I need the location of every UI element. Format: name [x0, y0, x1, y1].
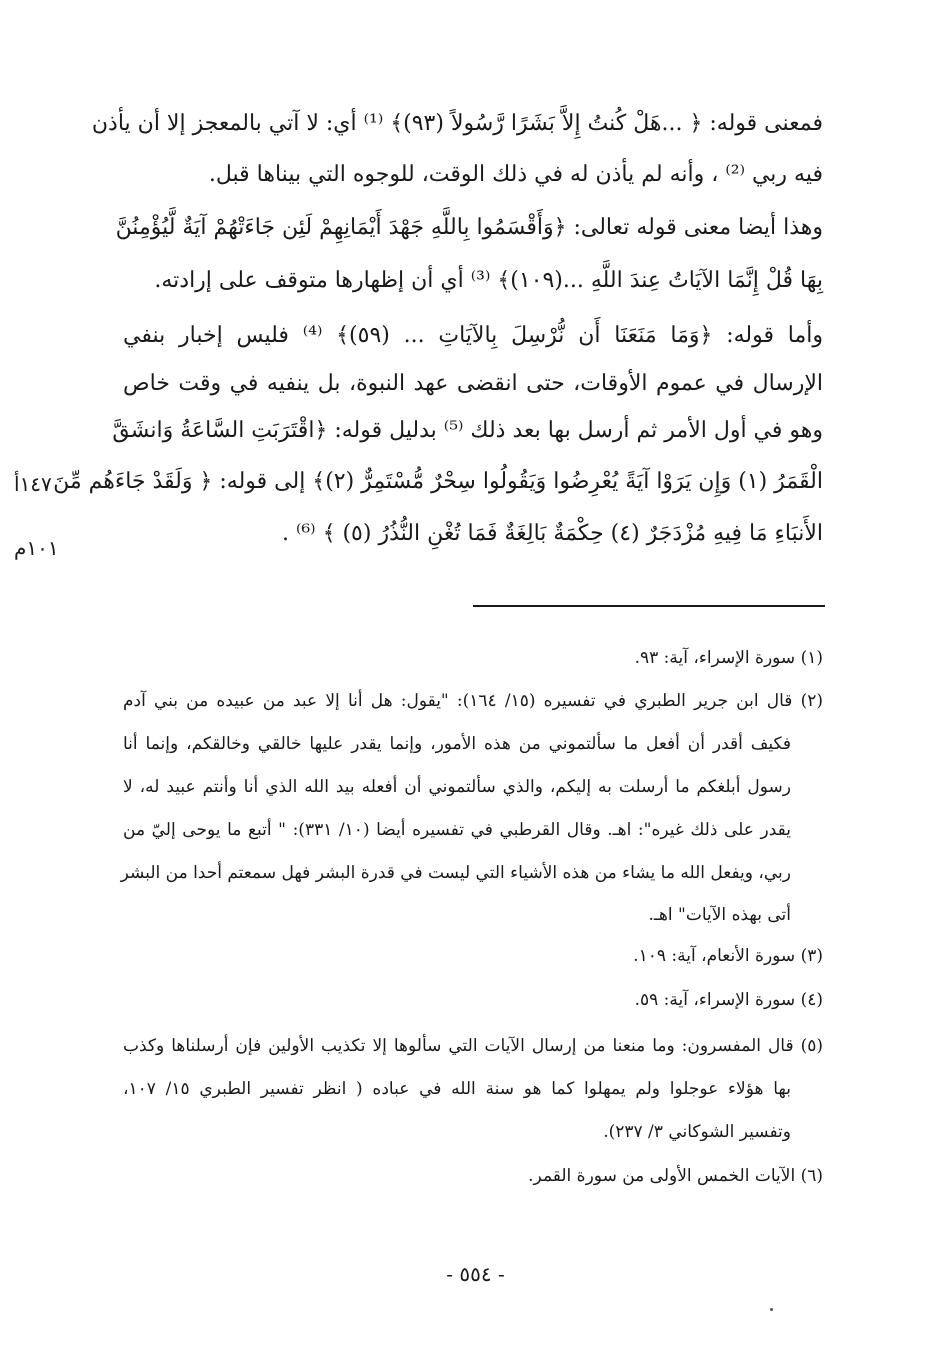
body-line-6: الإرسال في عموم الأوقات، حتى انقضى عهد النبوة، بل ينفيه في وقت خاص	[123, 371, 823, 396]
footnote-2-line-6: أتى بهذه الآيات" اهـ.	[648, 905, 791, 925]
body-line-2: فيه ربي ⁽²⁾ ، وأنه لم يأذن له في ذلك الوقت، للوجوه التي بيناها قبل.	[208, 162, 823, 187]
footnote-4: (٤) سورة الإسراء، آية: ٥٩.	[634, 990, 823, 1010]
page-number: - ٥٥٤ -	[446, 1262, 505, 1286]
footnote-2-line-3: رسول أبلغكم ما أرسلت به إليكم، والذي سألتموني أن أفعله بيد الله الذي أنا وأنتم عبيد له، لا	[123, 777, 791, 797]
footnote-1: (١) سورة الإسراء، آية: ٩٣.	[634, 648, 823, 668]
footnote-2-line-5: ربي، ويفعل الله ما يشاء من هذه الأشياء التي ليست في قدرة البشر فهل سمعتم أحدا من البشر	[120, 863, 791, 883]
body-line-3: وهذا أيضا معنى قوله تعالى: ﴿وَأَقْسَمُوا بِاللَّهِ جَهْدَ أَيْمَانِهِمْ لَئِن جَاءَتْهُمْ آيَةٌ لَّيُؤْمِنُنَّ	[115, 215, 823, 240]
footnote-2-line-1: (٢) قال ابن جرير الطبري في تفسيره (١٥/ ١٦٤): "يقول: هل أنا إلا عبد من عبيده من بني آدم	[123, 691, 823, 711]
footnote-6: (٦) الآيات الخمس الأولى من سورة القمر.	[528, 1166, 823, 1186]
footnote-3: (٣) سورة الأنعام، آية: ١٠٩.	[633, 946, 823, 966]
footnote-5-line-2: بها هؤلاء عوجلوا ولم يمهلوا كما هو سنة الله في عباده ( انظر تفسير الطبري ١٥/ ١٠٧،	[123, 1079, 791, 1099]
margin-note-folio-a: ١٤٧أ	[14, 472, 52, 496]
body-line-9: الأَنبَاءِ مَا فِيهِ مُزْدَجَرٌ (٤) حِكْمَةٌ بَالِغَةٌ فَمَا تُغْنِ النُّذُرُ (٥) ﴾ ⁽⁶⁾ .	[281, 521, 823, 546]
body-line-7: وهو في أول الأمر ثم أرسل بها بعد ذلك ⁽⁵⁾ بدليل قوله: ﴿اقْتَرَبَتِ السَّاعَةُ وَانشَقَّ	[112, 418, 823, 443]
body-line-5: وأما قوله: ﴿وَمَا مَنَعَنَا أَن نُّرْسِلَ بِالآيَاتِ ... (٥٩)﴾ ⁽⁴⁾ فليس إخبار بنفي	[123, 323, 823, 348]
footnote-2-line-2: فكيف أقدر أن أفعل ما سألتموني من هذه الأمور، وإنما يقدر عليها خالقي وخالقكم، وإنما أنا	[123, 734, 791, 754]
footnote-5-line-1: (٥) قال المفسرون: وما منعنا من إرسال الآيات التي سألوها إلا تكذيب الأولين فإن أرسلناها وكذب	[123, 1036, 823, 1056]
body-line-1: فمعنى قوله: ﴿ ...هَلْ كُنتُ إِلاَّ بَشَرًا رَّسُولاً (٩٣)﴾ ⁽¹⁾ أي: لا آتي بالمعجز إلا أن يأذن	[91, 111, 823, 136]
footnote-divider	[473, 605, 825, 607]
margin-note-folio-m: ١٠١م	[14, 536, 59, 560]
body-line-4: بِهَا قُلْ إِنَّمَا الآيَاتُ عِندَ اللَّهِ ...(١٠٩)﴾ ⁽³⁾ أي أن إظهارها متوقف على إرادته.	[154, 268, 823, 293]
footnote-2-line-4: يقدر على ذلك غيره": اهـ. وقال القرطبي في تفسيره أيضا (١٠/ ٣٣١): " أتبع ما يوحى إليّ من	[123, 820, 791, 840]
scan-speck	[770, 1308, 773, 1311]
body-line-8: الْقَمَرُ (١) وَإِن يَرَوْا آيَةً يُعْرِضُوا وَيَقُولُوا سِحْرٌ مُّسْتَمِرٌّ (٢)﴾ إلى قوله: ﴿ وَلَقَدْ جَاءَهُم مِّنَ	[53, 469, 823, 494]
footnote-5-line-3: وتفسير الشوكاني ٣/ ٢٣٧).	[603, 1122, 791, 1142]
